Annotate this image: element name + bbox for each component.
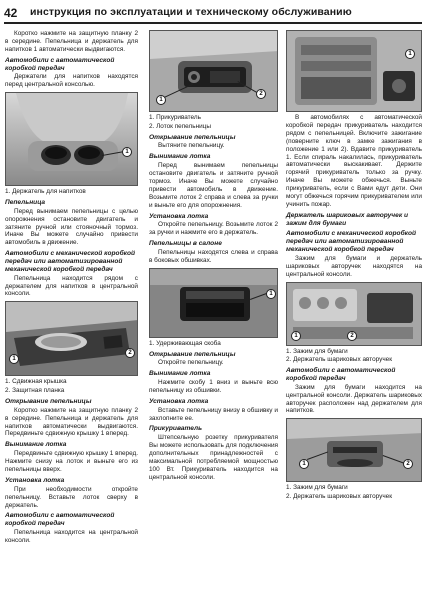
side-ashtray-photo: [149, 268, 278, 338]
figure-caption: 2. Держатель шариковых авторучек: [286, 493, 393, 501]
page-number: 42: [4, 6, 18, 20]
side-ashtray-illustration: [150, 269, 278, 337]
paragraph: Пепельницы находятся слева и справа в боковых обшивках.: [149, 248, 278, 264]
paragraph: Пепельница находится рядом с держателем для напитков в центральной консоли.: [5, 274, 138, 298]
section-heading: Открывание пепельницы: [5, 397, 92, 405]
section-heading: Автомобили с автоматической коробкой передач: [5, 512, 115, 528]
figure-caption: 2. Держатель шариковых авторучек: [286, 356, 393, 364]
paragraph: Коротко нажмите на защитную планку 2 в середине. Пепельница и держатель для напитков 1 автоматически выдвигаются.: [5, 30, 138, 53]
figure-caption: 2. Лоток пепельницы: [149, 122, 211, 130]
paragraph: Зажим для бумаги находится на центральной консоли. Держатель шариковых авторучек расположен над держателем для напитков.: [286, 383, 422, 415]
paragraph: Пепельница находится на центральной консоли.: [5, 529, 138, 544]
paragraph: Вставьте пепельницу внизу в обшивку и захлопните ее.: [149, 406, 278, 422]
ashtray-illustration: [6, 302, 138, 375]
paragraph: Передвиньте сдвижную крышку 1 вперед. Нажмите снизу на лоток и выньте его из пепельницы вверх.: [5, 450, 138, 473]
figure-caption: 1. Зажим для бумаги: [286, 347, 348, 355]
callout-2: 2: [403, 459, 413, 469]
figure-caption: 1. Сдвижная крышка: [5, 378, 67, 386]
callout-1: 1: [122, 147, 132, 157]
paragraph: Откройте пепельницу. Возьмите лоток 2 за ручки и нажмите его в держатель.: [149, 221, 278, 237]
paper-clip-photo: [286, 282, 422, 346]
figure-caption: 2. Защитная планка: [5, 387, 65, 395]
paragraph: Перед вынимаем пепельницы с целью опорожнения остановите двигатель и затяните ручной или стояночный тормоз. Иначе Вы можете случайно привести автомобиль в движение.: [5, 207, 138, 247]
paragraph: Перед вынимаем пепельницы остановите двигатель и затяните ручной тормоз. Иначе Вы можете случайно привести автомобиль в движение. Возьмите лоток 2 справа и слева за ручки и выньте его для опорожнения.: [149, 162, 278, 209]
lighter-console-photo: [286, 30, 422, 112]
section-heading: Установка лотка: [5, 476, 65, 484]
section-heading: Открывание пепельницы: [149, 350, 236, 358]
section-heading: Автомобили с автоматической коробкой передач: [286, 367, 396, 382]
section-heading: Вынимание лотка: [149, 153, 211, 161]
section-heading: Прикуриватель: [149, 425, 203, 433]
callout-1: 1: [9, 354, 19, 364]
section-heading: Автомобили с механической коробкой передач или автоматизированной механической коробкой передач: [286, 230, 417, 254]
figure-caption: 1. Удерживающая скоба: [149, 339, 221, 347]
section-heading: Пепельница: [5, 198, 46, 206]
lighter-console-illustration: [287, 31, 422, 111]
section-heading: Вынимание лотка: [149, 370, 211, 378]
header-rule: [4, 22, 422, 24]
callout-1: 1: [299, 459, 309, 469]
cup-holder-photo: [5, 92, 138, 186]
paragraph: Штепсельную розетку прикуривателя Вы можете использовать для подключения дополнительных принадлежностей с максимальной потребляемой мощностью 100 Вт. Прикуриватель находится на центральной консоли.: [149, 434, 278, 481]
paragraph: Вытяните пепельницу.: [158, 142, 225, 150]
cup-holder-illustration: [6, 93, 138, 185]
paragraph: При необходимости откройте пепельницу. Вставьте лоток сверху в держатель.: [5, 485, 138, 509]
figure-caption: 1. Зажим для бумаги: [286, 484, 348, 492]
running-title: инструкция по эксплуатации и техническому обслуживанию: [30, 6, 352, 18]
section-heading: Автомобили с автоматической коробкой передач: [5, 56, 115, 72]
paragraph: Зажим для бумаги и держатель шариковых авторучек находятся на центральной консоли.: [286, 254, 422, 278]
paragraph: Коротко нажмите на защитную планку 2 в середине. Пепельница и держатель для напитков автоматически выдвигаются. Передвиньте сдвижную крышку 1 вперед.: [5, 406, 138, 438]
paragraph: Нажмите скобу 1 вниз и выньте всю пепельницу из обшивки.: [149, 379, 278, 394]
callout-1: 1: [405, 49, 415, 59]
pen-holder-illustration: [287, 419, 422, 481]
callout-1: 1: [266, 289, 276, 299]
lighter-ashtray-photo: [149, 30, 278, 112]
section-heading: Автомобили с механической коробкой передач или автоматизированной механической коробкой передач: [5, 250, 136, 273]
section-heading: Пепельницы в салоне: [149, 240, 222, 248]
section-heading: Установка лотка: [149, 212, 209, 220]
lighter-ashtray-illustration: [150, 31, 278, 111]
page-header: [0, 0, 427, 26]
section-heading: Держатель шариковых авторучек и зажим для бумаги: [286, 211, 409, 227]
section-heading: Вынимание лотка: [5, 441, 67, 449]
ashtray-photo: [5, 301, 138, 376]
paragraph: В автомобилях с автоматической коробкой передач прикуриватель находится рядом с пепельницей. Включите зажигание (поверните ключ в замке зажигания в положение 1 или 2). Вдавите прикуриватель 1. Если спираль накалилась, прикуриватель автоматически выскакивает. Держите горячий прикуриватель только за ручку. Иначе Вы можете обжечься. Выньте прикуриватель, если с Вами едут дети. Они могут обжечься горячим прикуривателем или учинить пожар.: [286, 114, 422, 208]
callout-2: 2: [347, 331, 357, 341]
callout-2: 2: [125, 348, 135, 358]
section-heading: Открывание пепельницы: [149, 133, 236, 141]
pen-holder-photo: [286, 418, 422, 482]
column-2: [149, 30, 278, 482]
column-1: [5, 30, 138, 545]
figure-caption: 1. Держатель для напитков: [5, 188, 86, 196]
column-3: [286, 30, 422, 501]
section-heading: Установка лотка: [149, 397, 209, 405]
paragraph: Откройте пепельницу.: [158, 359, 224, 367]
callout-2: 2: [256, 89, 266, 99]
callout-1: 1: [291, 331, 301, 341]
figure-caption: 1. Прикуриватель: [149, 114, 201, 121]
callout-1: 1: [156, 95, 166, 105]
paragraph: Держатели для напитков находятся перед центральной консолью.: [5, 73, 138, 89]
